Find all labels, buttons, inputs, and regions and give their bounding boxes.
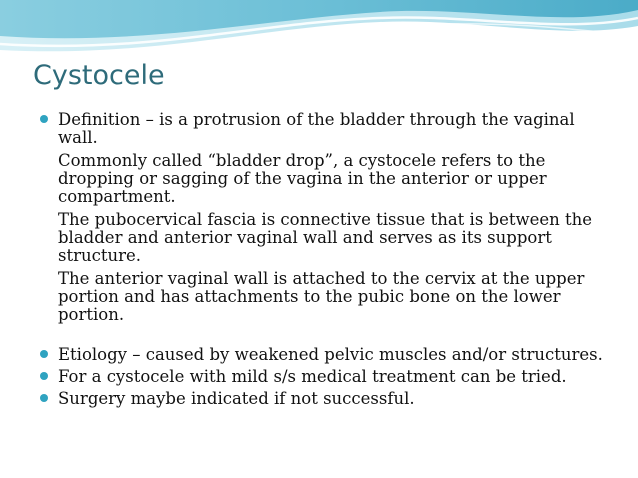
spacer	[40, 324, 610, 346]
surgery-text: Surgery maybe indicated if not successful.	[58, 389, 415, 408]
header-wave-decoration	[0, 0, 638, 60]
treatment-text: For a cystocele with mild s/s medical treatment can be tried.	[58, 367, 567, 386]
definition-attachment-text: The anterior vaginal wall is attached to the cervix at the upper portion and has attachments to the pubic bone on the lower portion.	[58, 269, 585, 324]
definition-fascia-text: The pubocervical fascia is connective tissue that is between the bladder and anterior vaginal wall and serves as its support structure.	[58, 210, 593, 265]
slide-title: Cystocele	[33, 60, 165, 91]
bullet-item-etiology	[40, 346, 610, 364]
bullet-item-surgery	[40, 390, 610, 408]
definition-text: Definition – is a protrusion of the bladder through the vaginal wall.	[58, 110, 575, 147]
bullet-dot-icon	[40, 115, 48, 123]
definition-common-name-text: Commonly called “bladder drop”, a cystocele refers to the dropping or sagging of the vagina in the anterior or upper compartment.	[58, 151, 547, 206]
slide-content	[40, 111, 610, 408]
bullet-dot-icon	[40, 394, 48, 402]
bullet-item-definition	[40, 111, 610, 324]
bullet-item-treatment	[40, 368, 610, 386]
etiology-text: Etiology – caused by weakened pelvic muscles and/or structures.	[58, 345, 603, 364]
bullet-dot-icon	[40, 372, 48, 380]
bullet-dot-icon	[40, 350, 48, 358]
